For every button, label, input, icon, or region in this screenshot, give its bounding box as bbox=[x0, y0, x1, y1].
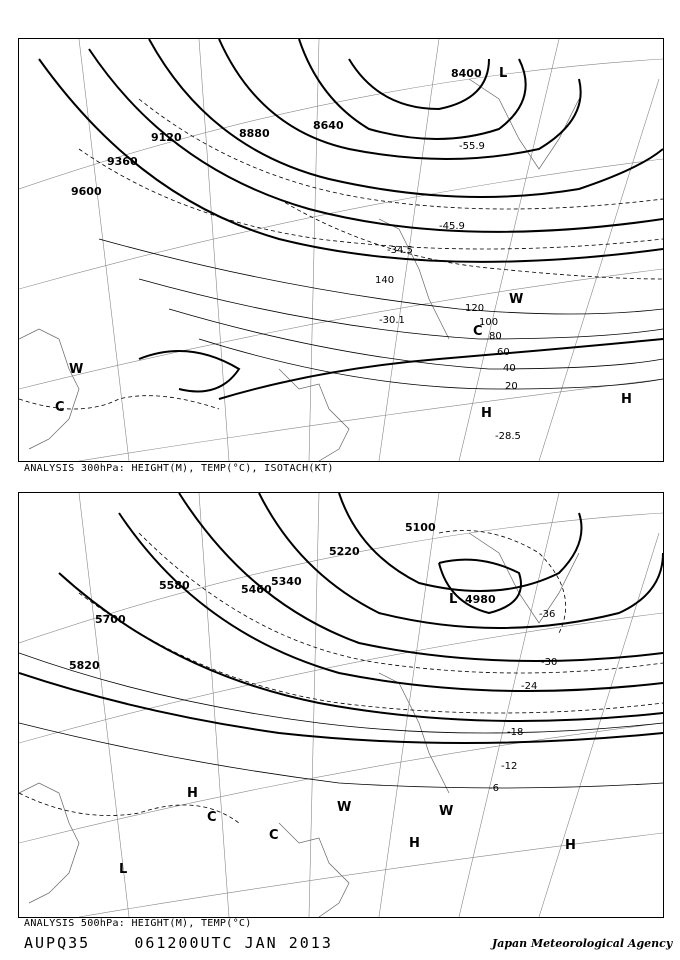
isotach-label-140: 140 bbox=[375, 275, 395, 286]
temp-label: -34.5 bbox=[387, 245, 413, 256]
chart-code bbox=[24, 934, 333, 952]
isotach-label-60: 60 bbox=[497, 347, 510, 358]
height-label-5220: 5220 bbox=[329, 545, 360, 558]
height-label-9360: 9360 bbox=[107, 155, 138, 168]
isotach-label-40: 40 bbox=[503, 363, 516, 374]
height-label-5100: 5100 bbox=[405, 521, 436, 534]
isotach-label-20: 20 bbox=[505, 381, 518, 392]
caption-500hpa: ANALYSIS 500hPa: HEIGHT(M), TEMP(°C) bbox=[24, 918, 252, 929]
system-label: H bbox=[409, 836, 420, 851]
coastlines bbox=[19, 79, 579, 461]
temp-label: -28.5 bbox=[495, 431, 521, 442]
isotach-label-120: 120 bbox=[465, 303, 485, 314]
height-label-8880: 8880 bbox=[239, 127, 270, 140]
height-label-5580: 5580 bbox=[159, 579, 190, 592]
system-label: W bbox=[337, 800, 352, 815]
temp-label: -55.9 bbox=[459, 141, 485, 152]
isotherm-label-12: -12 bbox=[501, 761, 518, 772]
height-label-9120: 9120 bbox=[151, 131, 182, 144]
isotherm-label-24: -24 bbox=[521, 681, 538, 692]
system-label: H bbox=[621, 392, 632, 407]
map-300hpa bbox=[18, 38, 664, 462]
system-label: H bbox=[187, 786, 198, 801]
temp-label: -30.1 bbox=[379, 315, 405, 326]
system-label: C bbox=[473, 324, 483, 339]
height-label-9600: 9600 bbox=[71, 185, 102, 198]
system-label: W bbox=[509, 292, 524, 307]
system-label: L bbox=[119, 862, 128, 877]
system-label: C bbox=[269, 828, 279, 843]
isotherm-label-6: -6 bbox=[489, 783, 499, 794]
system-label: W bbox=[69, 362, 84, 377]
height-label-8640: 8640 bbox=[313, 119, 344, 132]
system-label: L bbox=[449, 592, 458, 607]
graticule bbox=[19, 39, 663, 461]
map-500hpa-canvas bbox=[19, 493, 663, 917]
system-label: H bbox=[481, 406, 492, 421]
isotherm-label-36: -36 bbox=[539, 609, 556, 620]
isotherm-label-30: -30 bbox=[541, 657, 558, 668]
temp-label: -45.9 bbox=[439, 221, 465, 232]
isotach-label-80: 80 bbox=[489, 331, 502, 342]
height-label-4980: 4980 bbox=[465, 593, 496, 606]
system-label: C bbox=[207, 810, 217, 825]
height-label-5700: 5700 bbox=[95, 613, 126, 626]
system-label: C bbox=[55, 400, 65, 415]
map-500hpa bbox=[18, 492, 664, 918]
height-contours bbox=[39, 39, 663, 399]
map-300hpa-canvas bbox=[19, 39, 663, 461]
chart-code-id: AUPQ35 bbox=[24, 934, 91, 952]
chart-datetime: 061200UTC JAN 2013 bbox=[134, 934, 333, 952]
agency-name: Japan Meteorological Agency bbox=[492, 937, 673, 950]
height-label-5340: 5340 bbox=[271, 575, 302, 588]
isotach-label-100: 100 bbox=[479, 317, 499, 328]
isotachs bbox=[99, 239, 663, 389]
system-label: H bbox=[565, 838, 576, 853]
height-label-8400: 8400 bbox=[451, 67, 482, 80]
height-label-5820: 5820 bbox=[69, 659, 100, 672]
height-label-5460: 5460 bbox=[241, 583, 272, 596]
isotherm-label-18: -18 bbox=[507, 727, 524, 738]
caption-300hpa: ANALYSIS 300hPa: HEIGHT(M), TEMP(°C), ISOTACH(KT) bbox=[24, 463, 334, 474]
system-label: W bbox=[439, 804, 454, 819]
isotherms bbox=[19, 531, 663, 824]
system-label: L bbox=[499, 66, 508, 81]
